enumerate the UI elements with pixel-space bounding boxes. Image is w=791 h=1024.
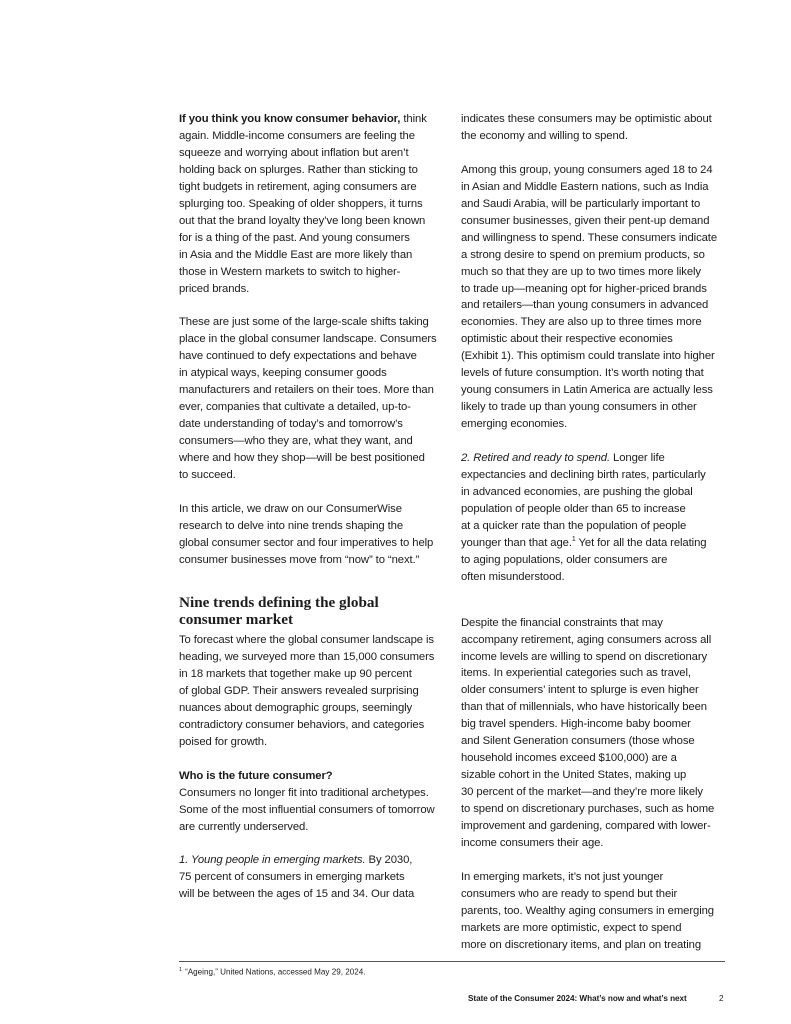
trend-2-paragraph bbox=[461, 450, 729, 586]
right-column bbox=[461, 111, 729, 954]
body-paragraph-5: Consumers no longer fit into traditional archetypes. Some of the most influential consumers of tomorrow are currently underserved. bbox=[179, 786, 435, 833]
trend-1-paragraph bbox=[179, 852, 447, 903]
footnote-reference[interactable]: 1 bbox=[571, 535, 576, 543]
trend-1-title: 1. Young people in emerging markets. bbox=[179, 854, 366, 867]
subheading-future-consumer: Who is the future consumer? bbox=[179, 769, 333, 782]
right-paragraph-3: Despite the financial constraints that may accompany retirement, aging consumers across all income levels are willing to spend on discretionary items. In experiential categories such as travel, older consumers’ intent to splurge is even higher than that of millennials, who have historically been big travel spenders. High-income baby boomer and Silent Generation consumers (those whose household incomes exceed $100,000) are a sizable cohort in the United States, making up 30 percent of the market—and they’re more likely to spend on discretionary purchases, such as home improvement and gardening, compared with lower- income consumers their age. bbox=[461, 616, 715, 849]
right-paragraph-2: Among this group, young consumers aged 18 to 24 in Asian and Middle Eastern nations, such as India and Saudi Arabia, will be particularly important to consumer businesses, given their pent-up demand and willingness to spend. These consumers indicate a strong desire to spend on premium products, so much so that they are up to two times more likely to trade up—meaning opt for higher-priced brands and retailers—than young consumers in advanced economies. They are also up to three times more optimistic about their respective economies (Exhibit 1). This optimism could translate into higher levels of future consumption. It’s worth noting that young consumers in Latin America are actually less likely to trade up than young consumers in other emerging economies. bbox=[461, 163, 718, 431]
section-title: Nine trends defining the global consumer market bbox=[179, 593, 379, 628]
page-number: 2 bbox=[719, 994, 724, 1003]
trend-2-text-a: Longer life expectancies and declining birth rates, particularly in advanced economies, are pushing the global population of people older than 65 to increase at a quicker rate than the population of people younger than that age. bbox=[461, 452, 706, 549]
footer-title: State of the Consumer 2024: What’s now and what’s next bbox=[468, 994, 687, 1003]
right-paragraph-4: In emerging markets, it’s not just younger consumers who are ready to spend but their parents, too. Wealthy aging consumers in emerging markets are more optimistic, expect to spend more on discretionary items, and plan on treating bbox=[461, 870, 714, 951]
footnote-divider bbox=[179, 961, 725, 962]
footnote bbox=[179, 965, 365, 978]
trend-2-title: 2. Retired and ready to spend. bbox=[461, 452, 610, 465]
trend-1-text: By 2030, 75 percent of consumers in emerging markets will be between the ages of 15 and 34. Our data bbox=[179, 854, 415, 901]
trend-2-text-b: Yet for all the data relating to aging populations, older consumers are often misunderstood. bbox=[461, 536, 707, 583]
body-paragraph-3: In this article, we draw on our ConsumerWise research to delve into nine trends shaping the global consumer sector and four imperatives to help consumer businesses move from “now” to “next.” bbox=[179, 502, 434, 566]
intro-lead: If you think you know consumer behavior, bbox=[179, 113, 401, 125]
footnote-text: “Ageing,” United Nations, accessed May 29, 2024. bbox=[185, 967, 366, 977]
body-paragraph-2: These are just some of the large-scale shifts taking place in the global consumer landscape. Consumers have continued to defy expectations and behave in atypical ways, keeping consumer goods manufacturers and retailers on their toes. More than ever, companies that cultivate a detailed, up-to- date understanding of today’s and tomorrow’s consumers—who they are, what they want, and where and how they shop—will be best positioned to succeed. bbox=[179, 316, 437, 481]
body-paragraph-4: To forecast where the global consumer landscape is heading, we surveyed more than 15,000 consumers in 18 markets that together make up 90 percent of global GDP. Their answers revealed surprising nuances about demographic groups, seemingly contradictory consumer behaviors, and categories poised for growth. bbox=[179, 634, 435, 748]
intro-rest: think again. Middle-income consumers are feeling the squeeze and worrying about inflation but aren’t holding back on splurges. Rather than sticking to tight budgets in retirement, aging consumers are splurging too. Speaking of older shoppers, it turns out that the brand loyalty they’ve long been known for is a thing of the past. And young consumers in Asia and the Middle East are more likely than those in Western markets to switch to higher- priced brands. bbox=[179, 113, 427, 295]
footnote-number: 1 bbox=[179, 967, 183, 973]
left-column bbox=[179, 111, 447, 903]
intro-paragraph bbox=[179, 111, 447, 297]
right-paragraph-1: indicates these consumers may be optimistic about the economy and willing to spend. bbox=[461, 113, 712, 142]
